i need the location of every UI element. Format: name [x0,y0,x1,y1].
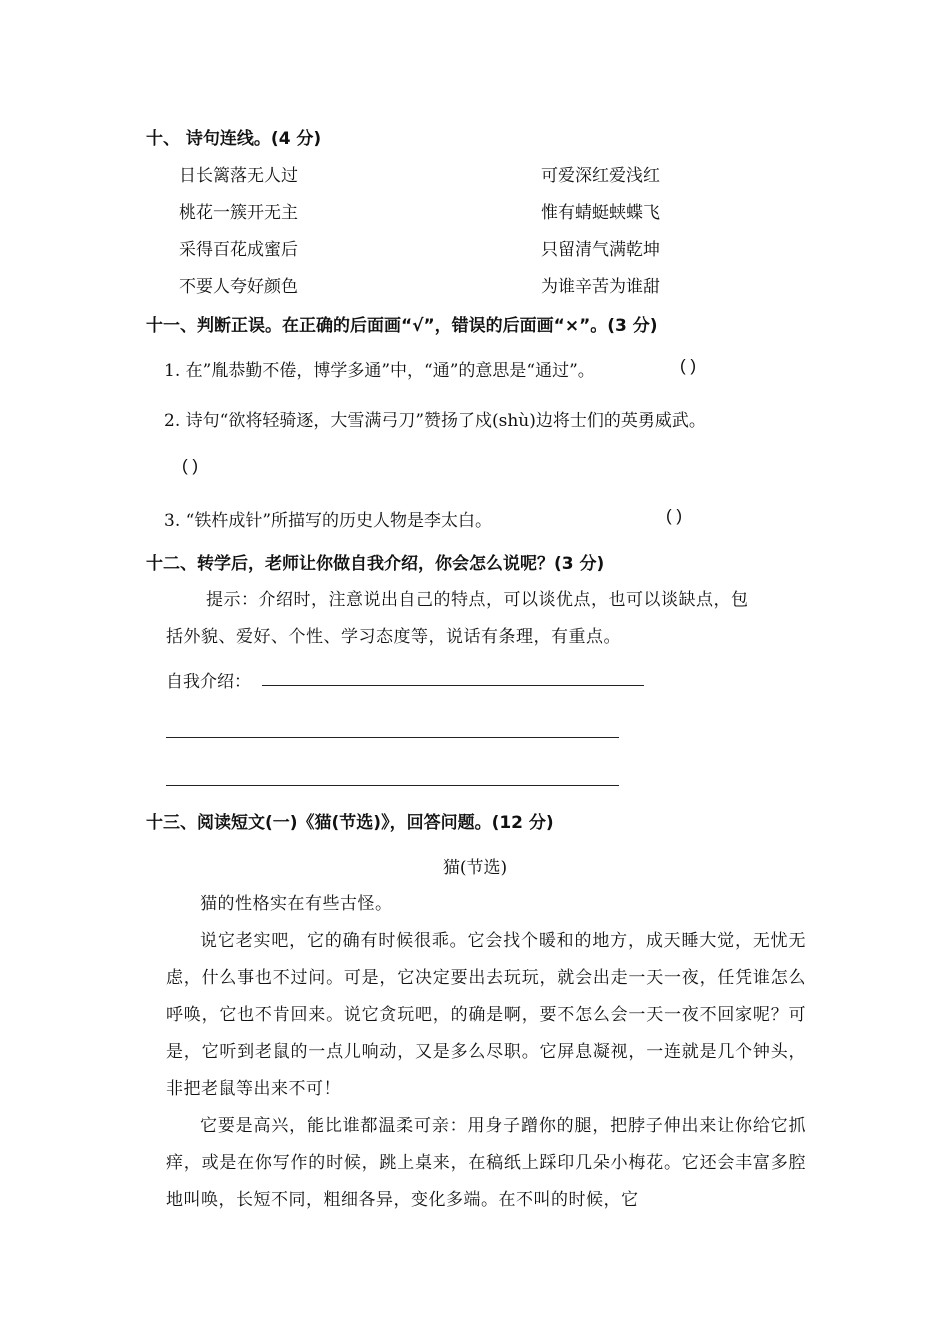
poem-left-1: 日长篱落无人过 [179,166,298,186]
poem-left-2: 桃花一簇开无主 [179,203,298,223]
section-12-title: 十二、转学后，老师让你做自我介绍，你会怎么说呢？(3 分) [146,554,605,574]
section-13-title: 十三、阅读短文(一)《猫(节选)》，回答问题。(12 分) [146,813,554,833]
question-1: 1. 在”胤恭勤不倦，博学多通”中，“通”的意思是“通过”。 [164,361,595,381]
answer-paren-3[interactable]: ( ) [666,506,683,525]
self-intro-label: 自我介绍： [166,672,251,692]
poem-right-1: 可爱深红爱浅红 [541,166,660,186]
passage-paragraph-1: 猫的性格实在有些古怪。 [200,894,393,914]
poem-left-3: 采得百花成蜜后 [179,240,298,260]
passage-paragraph-3: 它要是高兴，能比谁都温柔可亲：用身子蹭你的腿，把脖子伸出来让你给它抓痒，或是在你写作的时候，跳上桌来，在稿纸上踩印几朵小梅花。它还会丰富多腔地叫唤，长短不同，粗细各异，变化多端。在不叫的时候，它 [166,1116,806,1210]
passage-body [166,886,806,1219]
question-3: 3. “铁杵成针”所描写的历史人物是李太白。 [164,511,493,531]
passage-paragraph-2: 说它老实吧，它的确有时候很乖。它会找个暖和的地方，成天睡大觉，无忧无虑，什么事也不过问。可是，它决定要出去玩玩，就会出走一天一夜，任凭谁怎么呼唤，它也不肯回来。说它贪玩吧，的确是啊，要不怎么会一天一夜不回家呢？可是，它听到老鼠的一点儿响动，又是多么尽职。它屏息凝视，一连就是几个钟头，非把老鼠等出来不可！ [166,931,806,1099]
answer-line-2[interactable] [166,737,619,738]
question-2: 2. 诗句“欲将轻骑逐，大雪满弓刀”赞扬了戍(shù)边将士们的英勇威武。 [164,411,706,431]
hint-line-2: 括外貌、爱好、个性、学习态度等，说话有条理，有重点。 [166,627,621,647]
answer-paren-2[interactable]: ( ) [182,456,199,475]
passage-title: 猫(节选) [442,858,508,878]
poem-right-3: 只留清气满乾坤 [541,240,660,260]
answer-line-1[interactable] [262,685,644,686]
poem-right-4: 为谁辛苦为谁甜 [541,277,660,297]
section-11-title: 十一、判断正误。在正确的后面画“√”，错误的后面画“×”。(3 分) [146,316,658,336]
answer-paren-1[interactable]: ( ) [680,356,697,375]
answer-line-3[interactable] [166,785,619,786]
section-10-title: 十、 诗句连线。(4 分) [146,129,322,149]
poem-right-2: 惟有蜻蜓蛱蝶飞 [541,203,660,223]
hint-line-1: 提示：介绍时，注意说出自己的特点，可以谈优点，也可以谈缺点，包 [206,590,749,610]
poem-left-4: 不要人夸好颜色 [179,277,298,297]
